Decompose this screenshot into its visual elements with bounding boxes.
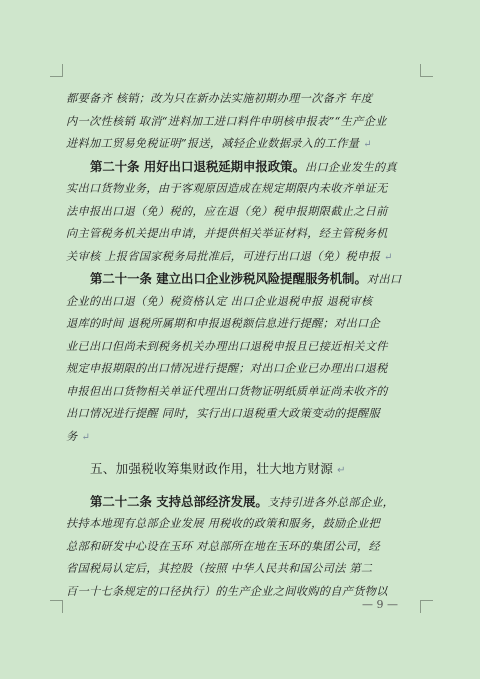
text-line: 向主管税务机关提出申请，并提供相关举证材料，经主管税务机 [66,227,388,240]
text-line: 规定申报期限的出口情况进行提醒；对出口企业已办理出口退税 [66,362,388,375]
paragraph-mark-icon: ↵ [384,251,393,263]
article-heading: 第二十条 用好出口退税延期申报政策。 [90,158,305,174]
text-line: 进料加工贸易免税证明”报送，减轻企业数据录入的工作量 ↵ [66,137,372,150]
document-body[interactable] [66,88,420,603]
text-line: 都要备齐 核销；改为只在新办法实施初期办理一次备齐 年度 [66,92,373,105]
crop-mark-top-right [420,64,433,77]
paragraph-mark-icon: ↵ [363,139,372,150]
article-line: 第二十一条 建立出口企业涉税风险提醒服务机制。对出口 [90,271,402,286]
text-line: 申报但出口货物相关单证代理出口货物证明纸质单证尚未收齐的 [66,384,388,398]
article-heading: 第二十二条 支持总部经济发展。 [90,493,268,509]
text-line: 总部和研发中心设在玉环 对总部所在地在玉环的集团公司，经 [66,539,381,553]
text-line: 扶持本地现有总部企业发展 用税收的政策和服务，鼓励企业把 [66,517,381,530]
text-line: 法申报出口退（免）税的，应在退（免）税申报期限截止之日前 [66,204,388,218]
paragraph-mark-icon: ↵ [337,465,346,476]
text-line: 省国税局认定后，其控股（按照 中华人民共和国公司法 第二 [66,562,373,575]
article-line: 第二十条 用好出口退税延期申报政策。出口企业发生的真 [90,158,397,174]
text-line: 实出口货物业务，由于客观原因造成在规定期限内未收齐单证无 [66,182,388,195]
crop-mark-bottom-right [420,600,433,613]
text-line: 企业的出口退（免）税资格认定 出口企业退税申报 退税审核 [66,294,373,308]
text-line: 百一十七条规定的口径执行）的生产企业之间收购的自产货物以 [66,584,388,598]
text-line: 退库的时间 退税所属期和申报退税额信息进行提醒；对出口企 [66,317,381,330]
article-line: 第二十二条 支持总部经济发展。支持引进各外总部企业， [90,493,395,509]
text-line: 内一次性核销 取消“进料加工进口料件申明核申报表”“生产企业 [66,114,387,128]
page-number: — 9 — [362,598,398,611]
section-heading: 五、加强税收筹集财政作用，壮大地方财源 ↵ [90,461,346,476]
crop-mark-top-left [50,64,63,77]
text-line: 关审核 上报省国家税务局批准后，可进行出口退（免）税申报 ↵ [66,249,393,263]
text-line: 务 ↵ [66,429,91,443]
text-line: 出口情况进行提醒 同时，实行出口退税重大政策变动的提醒服 [66,407,381,420]
text-line: 业已出口但尚未到税务机关办理出口退税申报且已接近相关文件 [66,339,388,353]
paragraph-mark-icon: ↵ [81,431,91,443]
article-heading: 第二十一条 建立出口企业涉税风险提醒服务机制。 [90,271,367,286]
crop-mark-bottom-left [50,600,63,613]
